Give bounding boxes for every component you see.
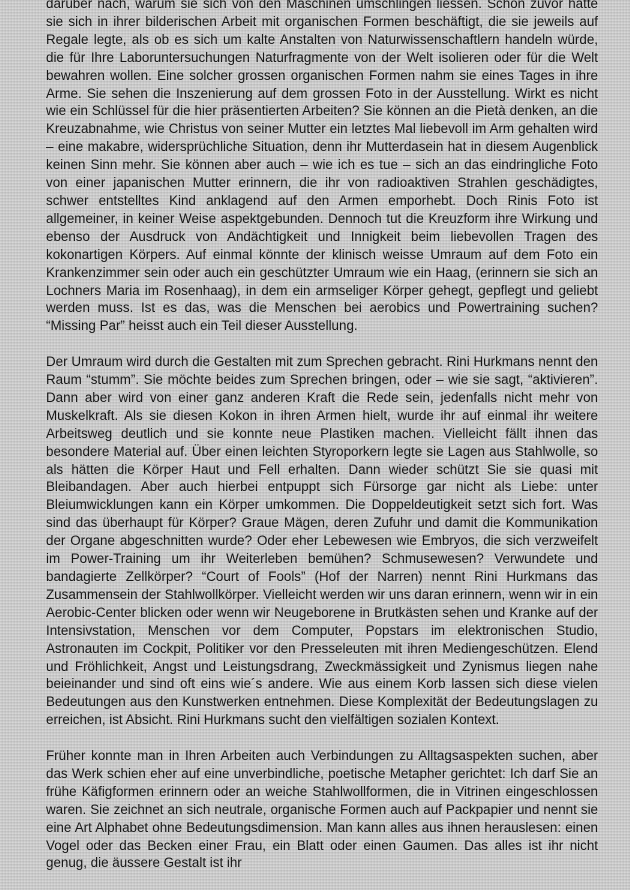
article-body	[46, 0, 598, 890]
paragraph-2: Der Umraum wird durch die Gestalten mit zum Sprechen gebracht. Rini Hurkmans nennt den Raum “stumm”. Sie möchte beides zum Sprechen bringen, oder – wie sie sagt, “aktivieren”. Dann aber wird von einer ganz anderen Kraft die Rede sein, jedenfalls nicht mehr von Muskelkraft. Als sie diesen Kokon in ihren Armen hielt, wurde ihr auf einmal ihr weitere Arbeitsweg deutlich und sie konnte neue Plastiken machen. Vielleicht fällt ihnen das besondere Material auf. Über einen leichten Styroporkern legte sie Lagen aus Stahlwolle, so als hätten die Körper Haut und Fell erhalten. Dann wieder schützt Sie sie quasi mit Bleibandagen. Aber auch hierbei entpuppt sich Fürsorge gar nicht als Liebe: unter Bleiumwicklungen kann ein Körper umkommen. Die Doppeldeutigkeit setzt sich fort. Was sind das überhaupt für Körper? Graue Mägen, deren Zufuhr und damit die Kommunikation der Organe abgeschnitten wurde? Oder eher Lebewesen wie Embryos, die sich verzweifelt im Power-Training um ihr Weiterleben bemühen? Schmusewesen? Verwundete und bandagierte Zellkörper? “Court of Fools” (Hof der Narren) nennt Rini Hurkmans das Zusammensein der Stahlwollkörper. Vielleicht werden wir uns daran erinnern, wenn wir in ein Aerobic-Center blicken oder wenn wir Neugeborene in Brutkästen sehen und Kranke auf der Intensivstation, Menschen vor dem Computer, Popstars im elektronischen Studio, Astronauten im Cockpit, Politiker vor den Presseleuten mit ihren Mediengeschützen. Elend und Fröhlichkeit, Angst und Leistungsdrang, Zweckmässigkeit und Zynismus liegen nahe beieinander und sind oft eins wie´s andere. Wie aus einem Korb lassen sich diese vielen Bedeutungen aus den Kunstwerken entnehmen. Diese Komplexität der Bedeutungslagen zu erreichen, ist Absicht. Rini Hurkmans sucht den vielfältigen sozialen Kontext.	[46, 354, 598, 728]
paragraph-3: Früher konnte man in Ihren Arbeiten auch Verbindungen zu Alltagsaspekten suchen, aber das Werk schien eher auf eine unverbindliche, poetische Metapher gerichtet: Ich darf Sie an frühe Käfigformen erinnern oder an weiche Stahlwollformen, die in Vitrinen eingeschlossen waren. Sie zeichnet an sich neutrale, organische Formen auch auf Packpapier und nennt sie eine Art Alphabet ohne Bedeutungsdimension. Man kann alles aus ihnen herauslesen: einen Vogel oder das Becken einer Frau, ein Blatt oder einen Gaumen. Das alles ist ihr nicht genug, die äussere Gestalt ist ihr	[46, 748, 598, 871]
paragraph-1: darüber nach, warum sie sich von den Maschinen umschlingen liessen. Schon zuvor hatte sie sich in ihrer bilderischen Arbeit mit organischen Formen beschäftigt, die sie jeweils auf Regale legte, als ob es sich um kalte Anstalten von Naturwissenschaftlern handeln würde, die für Ihre Laboruntersuchungen Naturfragmente von der Welt isolieren oder für die Welt bewahren wollen. Eine solcher grossen organischen Formen nahm sie eines Tages in ihre Arme. Sie sehen die Inszenierung auf dem grossen Foto in der Ausstellung. Wirkt es nicht wie ein Schlüssel für die hier präsentierten Arbeiten? Sie können an die Pietà denken, an die Kreuzabnahme, wie Christus von seiner Mutter ein letztes Mal liebevoll im Arm gehalten wird – eine makabre, widersprüchliche Situation, denn ihr Mutterdasein hat in diesem Augenblick keinen Sinn mehr. Sie können aber auch – wie ich es tue – sich an das eindringliche Foto von einer japanischen Mutter erinnern, die ihr von radioaktiven Strahlen geschädigtes, schwer entstelltes Kind anklagend auf den Armen emporhebt. Doch Rinis Foto ist allgemeiner, in keiner Weise aspektgebunden. Dennoch tut die Kreuzform ihre Wirkung und ebenso der Ausdruck von Andächtigkeit und Innigkeit beim liebevollen Tragen des kokonartigen Körpers. Auf einmal könnte der klinisch weisse Umraum auf dem Foto ein Krankenzimmer sein oder auch ein geschützter Umraum wie ein Haag, (erinnern sie sich an Lochners Maria im Rosenhaag), in dem ein armseliger Körper gehegt, gepflegt und geliebt werden muss. Ist es das, was die Menschen bei aerobics und Powertraining suchen? “Missing Par” heisst auch ein Teil dieser Ausstellung.	[46, 0, 598, 334]
